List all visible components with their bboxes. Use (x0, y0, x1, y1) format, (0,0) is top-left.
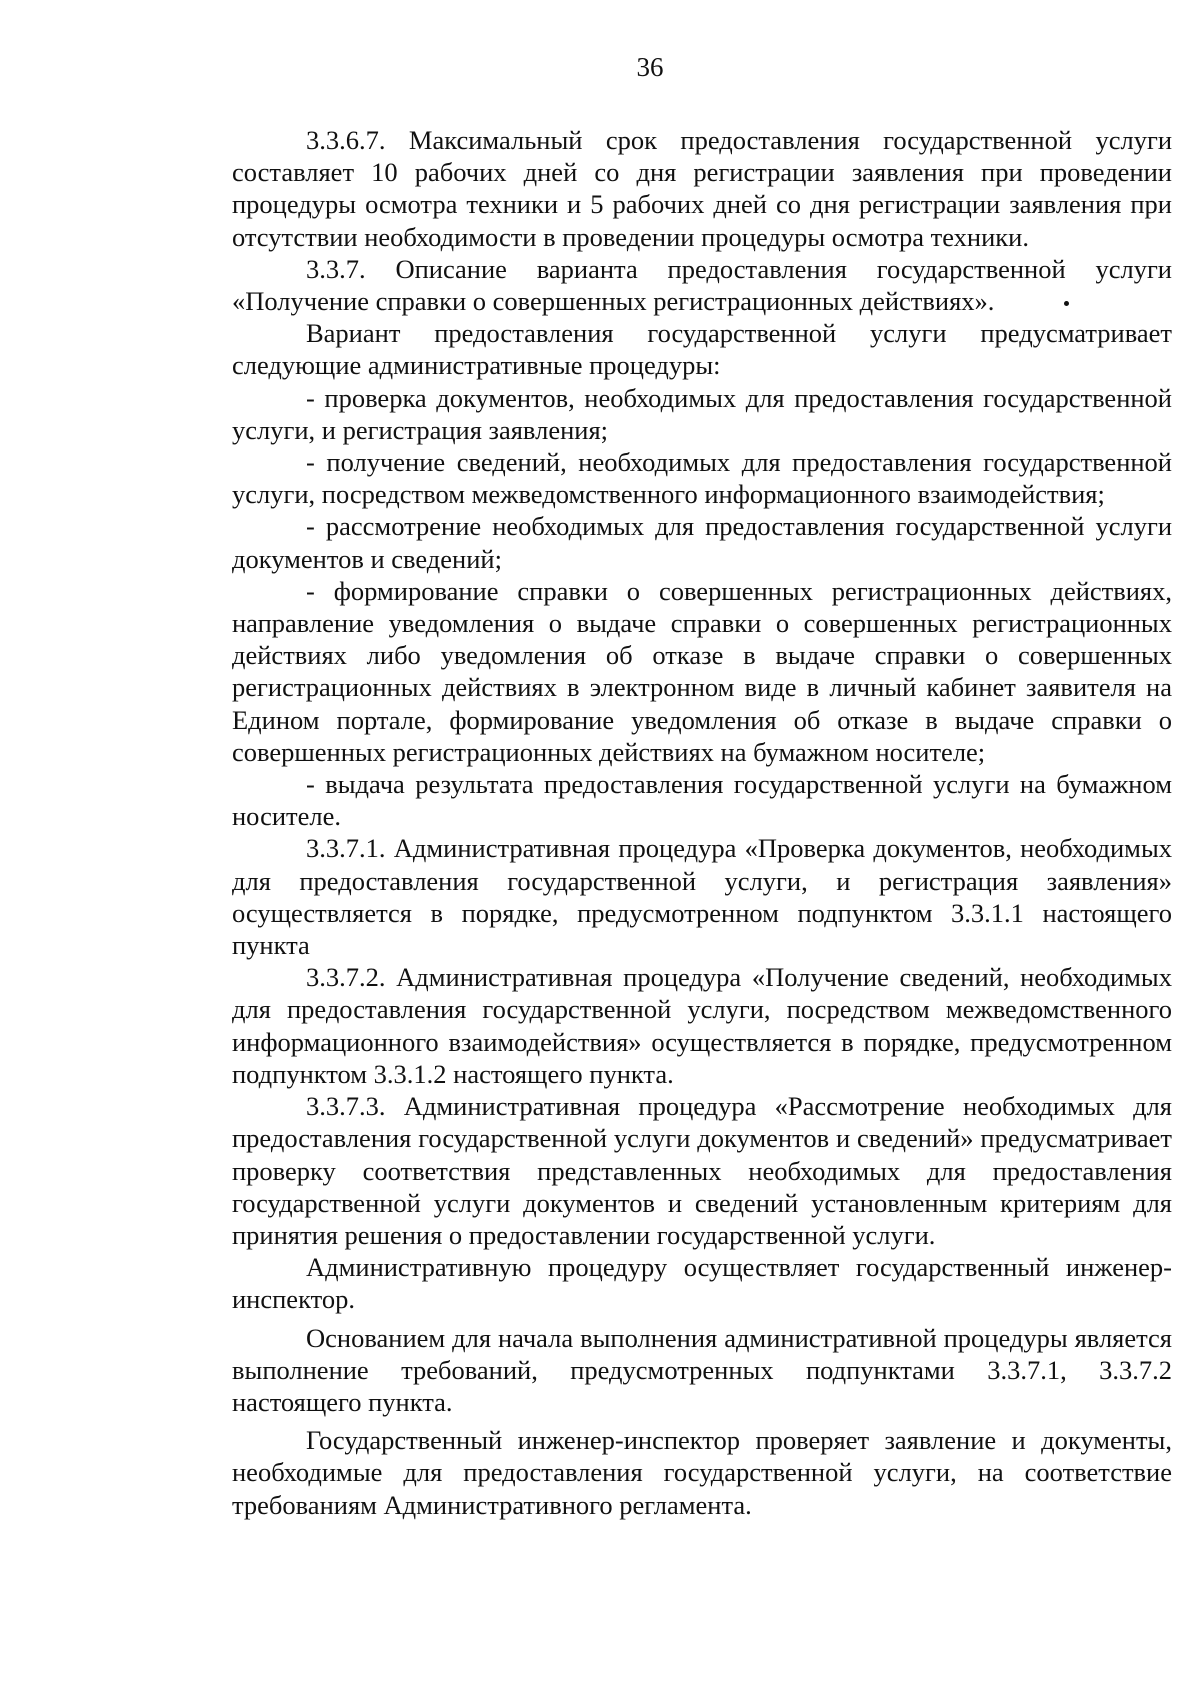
paragraph-3-3-7-1: 3.3.7.1. Административная процедура «Проверка документов, необходимых для предоставления государственной услуги, и регистрация заявления» осуществляется в порядке, предусмотренном подпунктом 3.3.1.1 настоящего пункта (232, 833, 1172, 961)
paragraph-basis: Основанием для начала выполнения административной процедуры является выполнение требований, предусмотренных подпунктами 3.3.7.1, 3.3.7.2 настоящего пункта. (232, 1322, 1172, 1417)
list-item-certificate-forming: - формирование справки о совершенных регистрационных действиях, направление уведомления о выдаче справки о совершенных регистрационных действиях либо уведомления об отказе в выдаче справки о совершенных регистрационных действиях в электронном виде в личный кабинет заявителя на Едином портале, формирование уведомления об отказе в выдаче справки о совершенных регистрационных действиях на бумажном носителе; (232, 575, 1172, 767)
list-item-document-check: - проверка документов, необходимых для предоставления государственной услуги, и регистрация заявления; (232, 382, 1172, 445)
paragraph-3-3-7-text: 3.3.7. Описание варианта предоставления государственной услуги «Получение справки о совершенных регистрационных действиях». (232, 253, 1172, 317)
page-number: 36 (636, 52, 664, 82)
paragraph-3-3-7-2: 3.3.7.2. Административная процедура «Получение сведений, необходимых для предоставления государственной услуги, посредством межведомственного информационного взаимодействия» осуществляется в порядке, предусмотренном подпунктом 3.3.1.2 настоящего пункта. (232, 962, 1172, 1089)
list-item-result-issue: - выдача результата предоставления государственной услуги на бумажном носителе. (232, 769, 1172, 832)
paragraph-verification: Государственный инженер-инспектор проверяет заявление и документы, необходимые для предоставления государственной услуги, на соответствие требованиям Административного регламента. (232, 1425, 1172, 1520)
stray-dot-mark (1064, 301, 1069, 306)
paragraph-variant-intro: Вариант предоставления государственной услуги предусматривает следующие административные процедуры: (232, 318, 1172, 381)
paragraph-inspector: Административную процедуру осуществляет государственный инженер-инспектор. (232, 1252, 1172, 1315)
paragraph-3-3-7-3: 3.3.7.3. Административная процедура «Рассмотрение необходимых для предоставления государственной услуги документов и сведений» предусматривает проверку соответствия представленных необходимых для предоставления государственной услуги документов и сведений установленным критериям для принятия решения о предоставлении государственной услуги. (232, 1091, 1172, 1250)
list-item-info-retrieval: - получение сведений, необходимых для предоставления государственной услуги, посредством межведомственного информационного взаимодействия; (232, 447, 1172, 510)
list-item-review: - рассмотрение необходимых для предоставления государственной услуги документов и сведений; (232, 511, 1172, 574)
document-body (232, 124, 1172, 1521)
paragraph-3-3-6-7: 3.3.6.7. Максимальный срок предоставления государственной услуги составляет 10 рабочих дней со дня регистрации заявления при проведении процедуры осмотра техники и 5 рабочих дней со дня регистрации заявления при отсутствии необходимости в проведении процедуры осмотра техники. (232, 125, 1172, 252)
paragraph-3-3-7-heading (232, 253, 1172, 317)
